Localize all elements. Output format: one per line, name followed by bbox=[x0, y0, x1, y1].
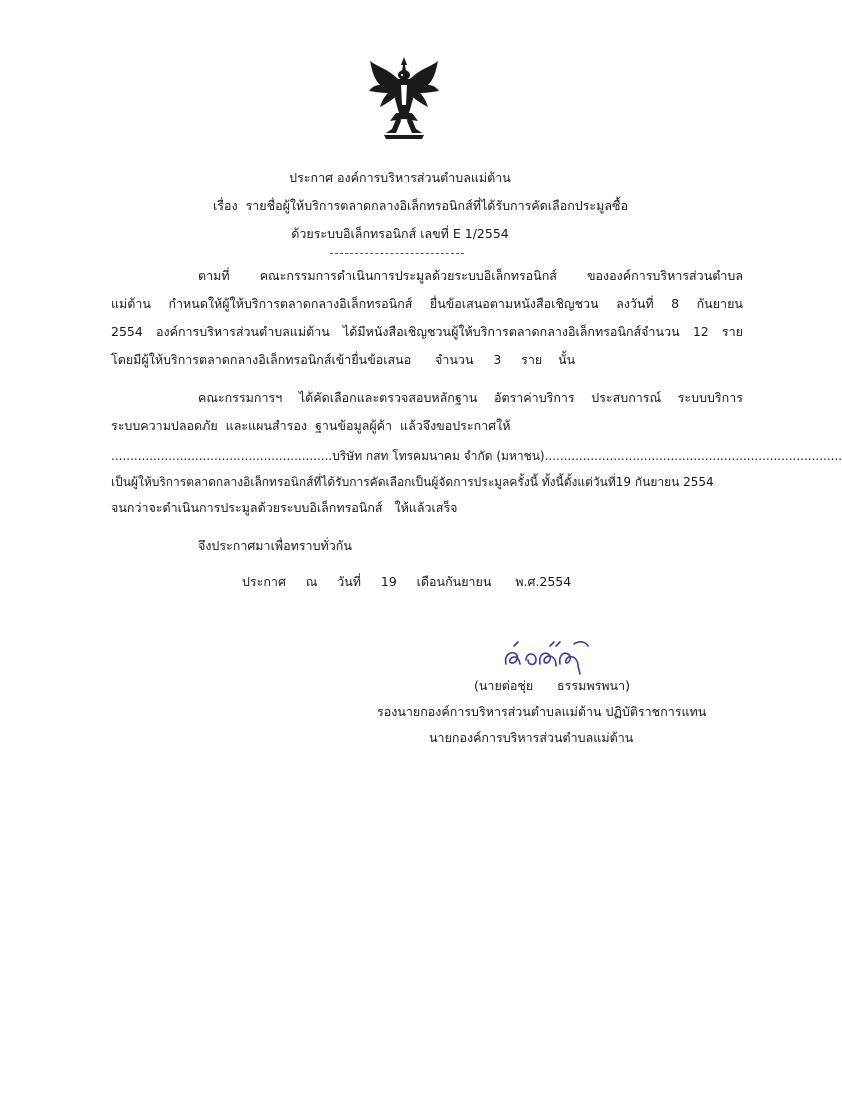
p2-word: ประสบการณ์ bbox=[591, 390, 662, 405]
p1-word: คณะกรรมการดำเนินการประมูลด้วยระบบอิเล็กทรอนิกส์ bbox=[259, 268, 557, 283]
handwritten-signature bbox=[500, 636, 592, 676]
p1-word: 12 bbox=[692, 324, 709, 339]
p2-word: ได้คัดเลือกและตรวจสอบหลักฐาน bbox=[298, 390, 478, 405]
p1-word: ราย bbox=[721, 324, 743, 339]
closing-statement: จึงประกาศมาเพื่อทราบทั่วกัน bbox=[198, 538, 352, 553]
paragraph2-line4: เป็นผู้ให้บริการตลาดกลางอิเล็กทรอนิกส์ที่ได้รับการคัดเลือกเป็นผู้จัดการประมูลครั้งนี้ ทั้งนี้ตั้งแต่วันที่19 กันยายน 2554 bbox=[111, 475, 714, 489]
p1-word: ตามที่ bbox=[198, 268, 230, 283]
paragraph1-line3 bbox=[111, 326, 743, 339]
p2-word: ระบบบริการ bbox=[677, 390, 743, 405]
paragraph2-line2: ระบบความปลอดภัย และแผนสำรอง ฐานข้อมูลผู้ค้า แล้วจึงขอประกาศให้ bbox=[111, 418, 511, 433]
subject-line-2: ด้วยระบบอิเล็กทรอนิกส์ เลขที่ E 1/2554 bbox=[291, 226, 509, 241]
p1-word: 2554 bbox=[111, 324, 143, 339]
p1-word: กันยายน bbox=[696, 296, 743, 311]
paragraph1-line2 bbox=[111, 298, 743, 311]
paragraph2-line5: จนกว่าจะดำเนินการประมูลด้วยระบบอิเล็กทรอนิกส์ ให้แล้วเสร็จ bbox=[111, 500, 458, 515]
p1-word: กำหนดให้ผู้ให้บริการตลาดกลางอิเล็กทรอนิกส์ bbox=[168, 296, 413, 311]
p2-word: คณะกรรมการฯ bbox=[198, 390, 283, 405]
p1-word: ยื่นข้อเสนอตามหนังสือเชิญชวน bbox=[429, 296, 599, 311]
p1-word: ได้มีหนังสือเชิญชวนผู้ให้บริการตลาดกลางอิเล็กทรอนิกส์จำนวน bbox=[342, 324, 680, 339]
subject-text: รายชื่อผู้ให้บริการตลาดกลางอิเล็กทรอนิกส์ที่ได้รับการคัดเลือกประมูลซื้อ bbox=[245, 198, 629, 213]
announcement-title: ประกาศ องค์การบริหารส่วนตำบลแม่ต้าน bbox=[289, 170, 511, 185]
p1-word: ขององค์การบริหารส่วนตำบล bbox=[587, 268, 743, 283]
paragraph1-line1 bbox=[198, 270, 743, 283]
announcement-date: ประกาศ ณ วันที่ 19 เดือนกันยายน พ.ศ.2554 bbox=[242, 574, 572, 589]
paragraph2-line1 bbox=[198, 392, 743, 405]
p1-word: 8 bbox=[671, 296, 680, 311]
p2-word: อัตราค่าบริการ bbox=[493, 390, 575, 405]
p1-word: ลงวันที่ bbox=[616, 296, 654, 311]
signatory-name: (นายต่อชุ่ย ธรรมพรพนา) bbox=[474, 678, 630, 693]
subject-label: เรื่อง bbox=[213, 198, 238, 213]
paragraph1-line4: โดยมีผู้ให้บริการตลาดกลางอิเล็กทรอนิกส์เข้ายื่นข้อเสนอ จำนวน 3 ราย นั้น bbox=[111, 352, 576, 367]
subject-line-1 bbox=[213, 200, 628, 213]
winner-company-line: ..........................................................บริษัท กสท โทรคมนาคม จำกัด (มหาชน).............................................................................. bbox=[111, 449, 842, 463]
signatory-position-2: นายกองค์การบริหารส่วนตำบลแม่ต้าน bbox=[429, 730, 634, 745]
header-divider bbox=[330, 253, 464, 254]
p1-word: แม่ต้าน bbox=[111, 296, 151, 311]
signatory-position-1: รองนายกองค์การบริหารส่วนตำบลแม่ต้าน ปฏิบัติราชการแทน bbox=[377, 704, 707, 719]
p1-word: องค์การบริหารส่วนตำบลแม่ต้าน bbox=[155, 324, 330, 339]
garuda-emblem-icon bbox=[366, 55, 442, 141]
